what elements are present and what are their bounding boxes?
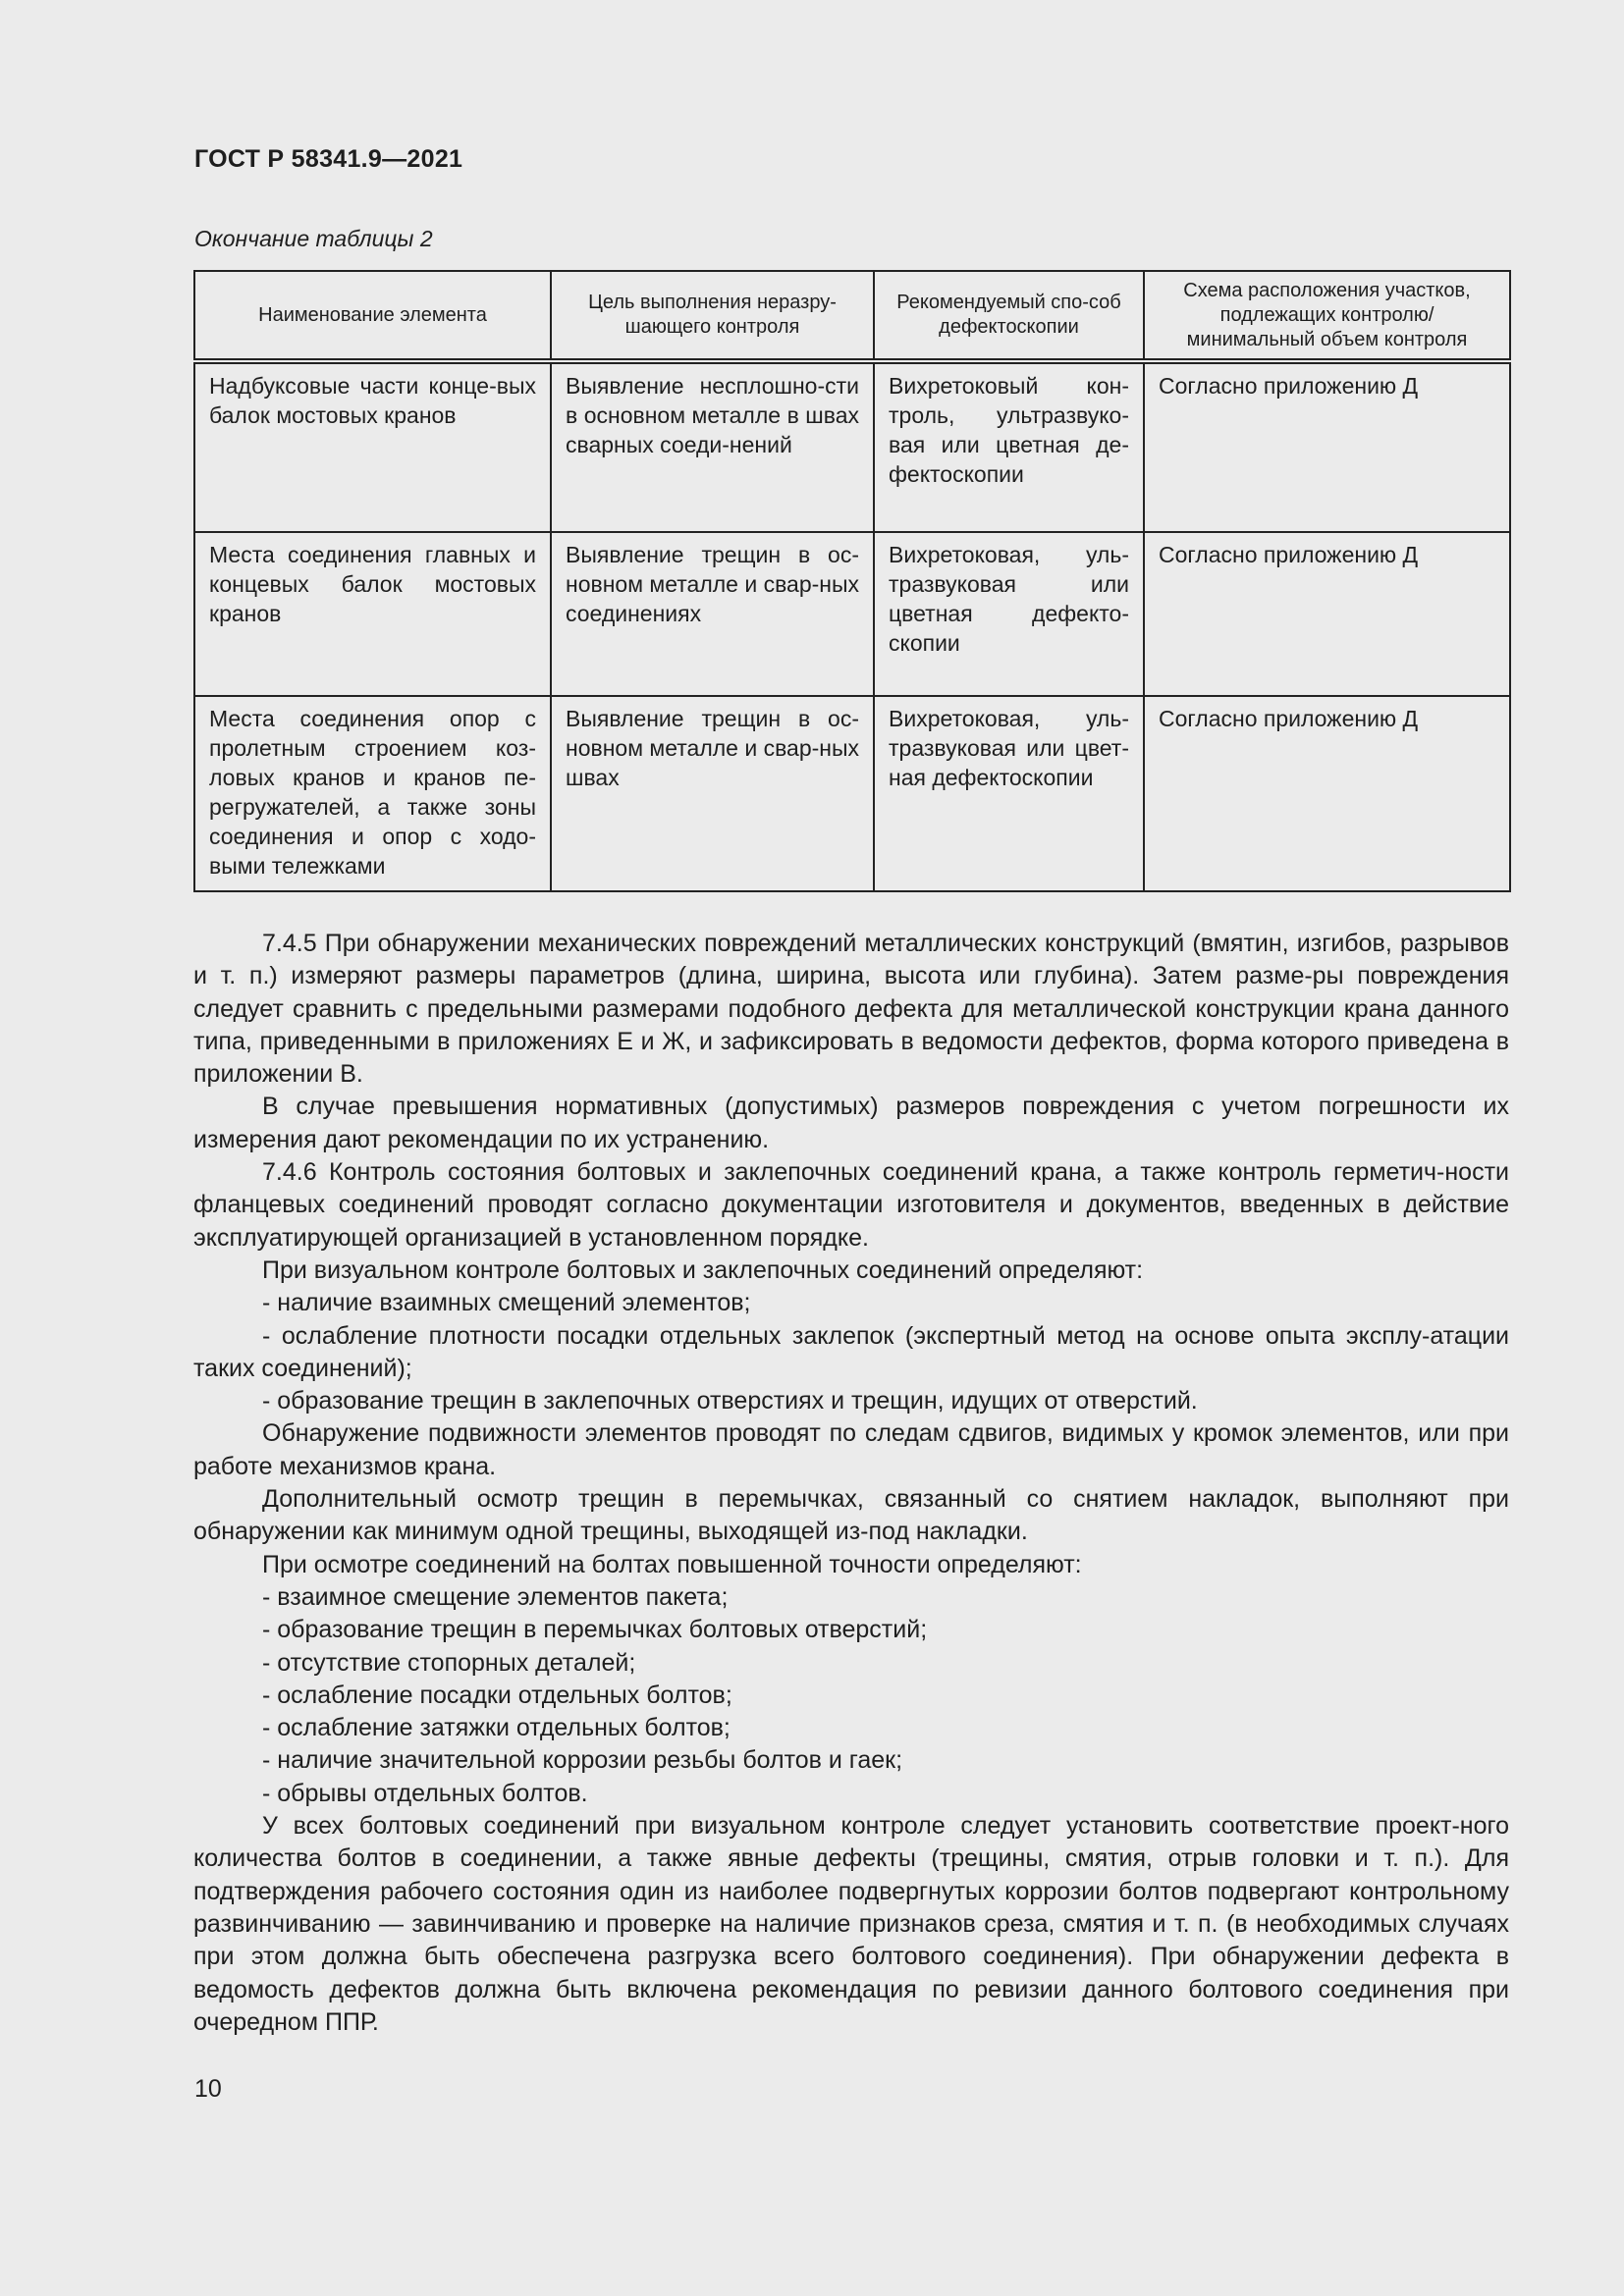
list-item: - ослабление затяжки отдельных болтов; (262, 1714, 731, 1742)
paragraph: 7.4.5 При обнаружении механических повреждений металлических конструкций (вмятин, изгибов, разрывов и т. п.) измеряют размеры параметров (длина, ширина, высота или глубина). Затем разме-ры повреждения следует сравнить с предельными размерами подобного дефекта для металлической конструкции крана данного типа, приведенными в приложениях Е и Ж, и зафиксировать в ведомости дефектов, форма которого приведена в приложении В. (193, 930, 1509, 1089)
list-item: - наличие взаимных смещений элементов; (262, 1289, 751, 1317)
table-row (194, 361, 1510, 532)
paragraph: Обнаружение подвижности элементов проводят по следам сдвигов, видимых у кромок элементов, или при работе механизмов крана. (193, 1419, 1509, 1480)
list-item: - ослабление плотности посадки отдельных заклепок (экспертный метод на основе опыта эксплу-атации таких соединений); (193, 1321, 1509, 1382)
page-number: 10 (194, 2075, 222, 2103)
column-header: Наименование элемента (194, 271, 551, 361)
paragraph: В случае превышения нормативных (допустимых) размеров повреждения с учетом погрешности их измерения дают рекомендации по их устранению. (193, 1093, 1509, 1153)
table-cell: Места соединения опор с пролетным строением коз-ловых кранов и кранов пе-регружателей, а также зоны соединения и опор с ходо-выми тележками (194, 696, 551, 891)
list-item: - образование трещин в заклепочных отверстиях и трещин, идущих от отверстий. (262, 1387, 1198, 1415)
table-cell: Вихретоковый кон-троль, ультразвуко-вая или цветная де-фектоскопии (874, 361, 1144, 532)
paragraph: При визуальном контроле болтовых и заклепочных соединений определяют: (262, 1255, 1144, 1284)
defect-table (193, 270, 1511, 892)
table-row (194, 532, 1510, 696)
table-cell: Выявление трещин в ос-новном металле и свар-ных соединениях (551, 532, 874, 696)
table-cell: Выявление несплошно-сти в основном металле в швах сварных соеди-нений (551, 361, 874, 532)
standard-header: ГОСТ Р 58341.9—2021 (194, 145, 463, 173)
paragraph: 7.4.6 Контроль состояния болтовых и заклепочных соединений крана, а также контроль герметич-ности фланцевых соединений проводят согласно документации изготовителя и документов, введенных в действие эксплуатирующей организацией в установленном порядке. (193, 1158, 1509, 1252)
list-item: - ослабление посадки отдельных болтов; (262, 1681, 732, 1709)
table-cell: Места соединения главных и концевых балок мостовых кранов (194, 532, 551, 696)
list-item: - отсутствие стопорных деталей; (262, 1648, 636, 1677)
table-caption: Окончание таблицы 2 (194, 226, 433, 251)
table-header-row (194, 271, 1510, 361)
table-cell: Вихретоковая, уль-тразвуковая или цветная дефекто-скопии (874, 532, 1144, 696)
table-cell: Согласно приложению Д (1144, 532, 1510, 696)
table-cell: Согласно приложению Д (1144, 361, 1510, 532)
column-header: Цель выполнения неразру-шающего контроля (551, 271, 874, 361)
paragraph: При осмотре соединений на болтах повышенной точности определяют: (262, 1550, 1082, 1578)
table-cell: Согласно приложению Д (1144, 696, 1510, 891)
table-cell: Вихретоковая, уль-тразвуковая или цвет-ная дефектоскопии (874, 696, 1144, 891)
list-item: - наличие значительной коррозии резьбы болтов и гаек; (262, 1746, 903, 1775)
column-header: Рекомендуемый спо-соб дефектоскопии (874, 271, 1144, 361)
body-text (193, 928, 1509, 2039)
paragraph: Дополнительный осмотр трещин в перемычках, связанный со снятием накладок, выполняют при обнаружении как минимум одной трещины, выходящей из-под накладки. (193, 1485, 1509, 1546)
list-item: - образование трещин в перемычках болтовых отверстий; (262, 1616, 928, 1644)
column-header: Схема расположения участков, подлежащих контролю/ минимальный объем контроля (1144, 271, 1510, 361)
paragraph: У всех болтовых соединений при визуальном контроле следует установить соответствие проект-ного количества болтов в соединении, а также явные дефекты (трещины, смятия, отрыв головки и т. п.). Для подтверждения рабочего состояния один из наиболее подвергнутых коррозии болтов подвергают контрольному развинчиванию — завинчиванию и проверке на наличие признаков среза, смятия и т. п. (в необходимых случаях при этом должна быть обеспечена разгрузка всего болтового соединения). При обнаружении дефекта в ведомость дефектов должна быть включена рекомендация по ревизии данного болтового соединения при очередном ППР. (193, 1812, 1509, 2036)
table-cell: Выявление трещин в ос-новном металле и свар-ных швах (551, 696, 874, 891)
list-item: - обрывы отдельных болтов. (262, 1779, 588, 1807)
table-cell: Надбуксовые части конце-вых балок мостовых кранов (194, 361, 551, 532)
table-row (194, 696, 1510, 891)
list-item: - взаимное смещение элементов пакета; (262, 1582, 729, 1611)
